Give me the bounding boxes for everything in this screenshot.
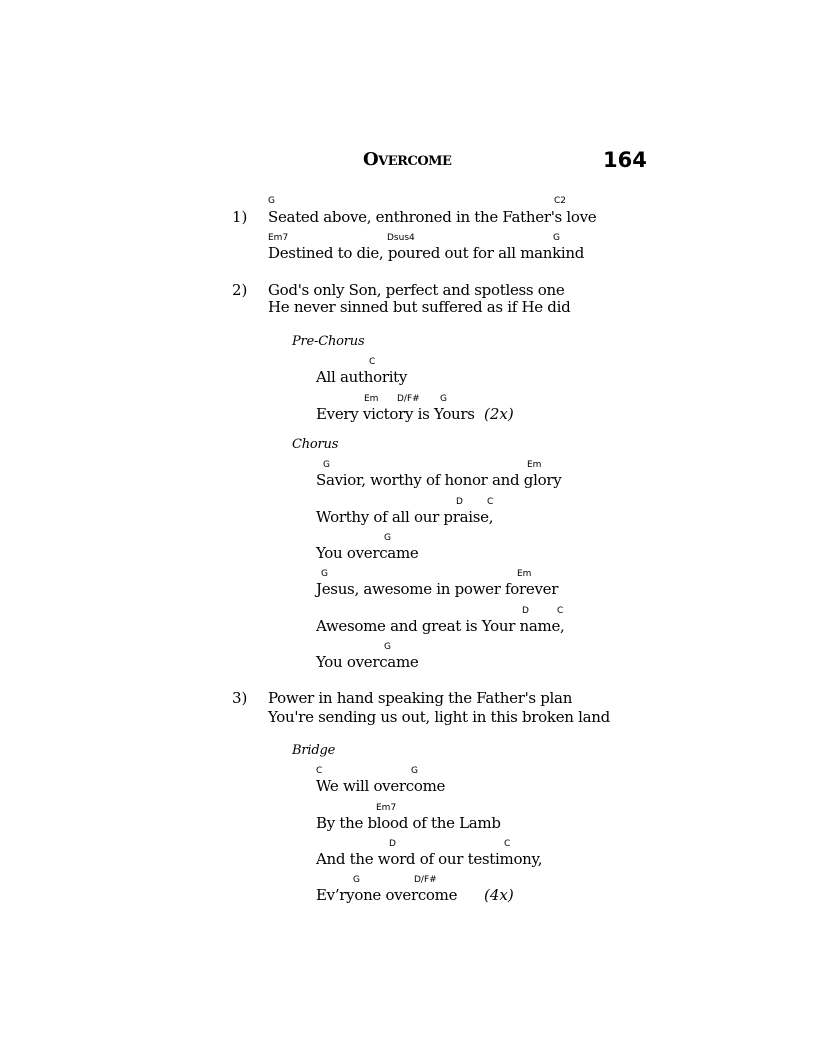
repeat-marker: (4x) <box>484 886 514 904</box>
verse-3-number: 3) <box>232 689 248 707</box>
chord: Em <box>527 460 542 470</box>
section-label: Chorus <box>292 437 339 452</box>
chord: C <box>557 606 564 616</box>
lyric-line: He never sinned but suffered as if He did <box>268 298 571 316</box>
chord: Em <box>517 569 532 579</box>
lyric-line: Worthy of all our praise, <box>316 508 494 526</box>
chord: D <box>522 606 529 616</box>
section-label: Pre-Chorus <box>292 334 365 349</box>
repeat-marker: (2x) <box>484 405 514 423</box>
lyric-line: You're sending us out, light in this broken land <box>268 708 610 726</box>
lyric-line: Awesome and great is Your name, <box>316 617 565 635</box>
section-label: Bridge <box>292 743 336 758</box>
chord: D <box>389 839 396 849</box>
chord: C2 <box>554 196 567 206</box>
chord: G <box>268 196 275 206</box>
chord: Em7 <box>376 803 397 813</box>
lyric-line: Power in hand speaking the Father's plan <box>268 689 573 707</box>
chord: G <box>553 233 560 243</box>
chord: D/F# <box>414 875 437 885</box>
chord: Em <box>364 394 379 404</box>
chord: G <box>384 533 391 543</box>
chord: C <box>487 497 494 507</box>
chord: G <box>321 569 328 579</box>
song-number: 164 <box>603 148 647 172</box>
chord: C <box>316 766 323 776</box>
chord: G <box>440 394 447 404</box>
chord: G <box>353 875 360 885</box>
lyric-line: Every victory is Yours <box>316 405 475 423</box>
chord: G <box>411 766 418 776</box>
lyric-line: Seated above, enthroned in the Father's love <box>268 208 597 226</box>
chord: G <box>323 460 330 470</box>
lyric-line: All authority <box>316 368 408 386</box>
song-title: Overcome <box>363 149 452 170</box>
lyric-line: Destined to die, poured out for all mankind <box>268 244 585 262</box>
lyric-line: God's only Son, perfect and spotless one <box>268 281 565 299</box>
chord: G <box>384 642 391 652</box>
lyric-line: And the word of our testimony, <box>316 850 543 868</box>
verse-2-number: 2) <box>232 281 248 299</box>
chord: C <box>504 839 511 849</box>
lyric-line: You overcame <box>316 653 419 671</box>
chord: D/F# <box>397 394 420 404</box>
chord: D <box>456 497 463 507</box>
chord: Em7 <box>268 233 289 243</box>
lyric-line: Jesus, awesome in power forever <box>316 580 559 598</box>
lyric-line: Ev’ryone overcome <box>316 886 458 904</box>
verse-1-number: 1) <box>232 208 248 226</box>
lyric-line: We will overcome <box>316 777 446 795</box>
chord: Dsus4 <box>387 233 415 243</box>
lyric-line: Savior, worthy of honor and glory <box>316 471 562 489</box>
lyric-line: By the blood of the Lamb <box>316 814 501 832</box>
chord: C <box>369 357 376 367</box>
lyric-line: You overcame <box>316 544 419 562</box>
